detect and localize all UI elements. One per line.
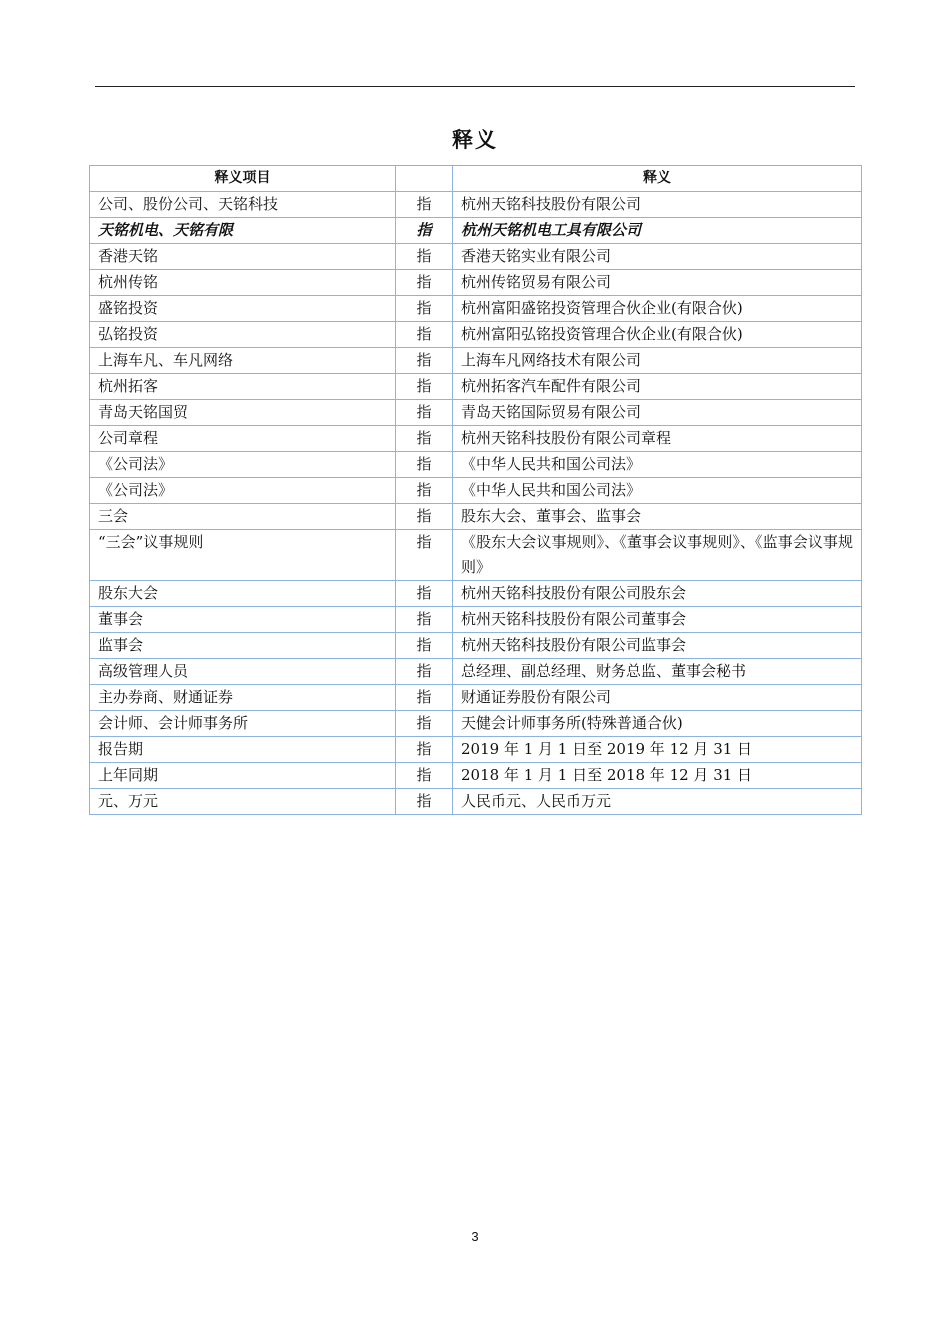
refers-cell: 指 [396, 322, 453, 348]
definition-cell: 杭州天铭科技股份有限公司章程 [453, 426, 862, 452]
term-cell: 董事会 [90, 607, 396, 633]
definition-cell: 股东大会、董事会、监事会 [453, 504, 862, 530]
page-title: 释义 [452, 128, 498, 152]
definition-cell: 2018 年 1 月 1 日至 2018 年 12 月 31 日 [453, 763, 862, 789]
term-cell: 《公司法》 [90, 478, 396, 504]
refers-cell: 指 [396, 192, 453, 218]
table-row [90, 659, 862, 685]
table-row [90, 348, 862, 374]
refers-cell: 指 [396, 400, 453, 426]
table-row [90, 633, 862, 659]
refers-cell: 指 [396, 685, 453, 711]
refers-cell: 指 [396, 218, 453, 244]
table-row [90, 192, 862, 218]
refers-cell: 指 [396, 581, 453, 607]
table-row [90, 530, 862, 581]
table-row [90, 452, 862, 478]
refers-cell: 指 [396, 348, 453, 374]
term-cell: 弘铭投资 [90, 322, 396, 348]
table-row [90, 244, 862, 270]
term-cell: 监事会 [90, 633, 396, 659]
table-row [90, 737, 862, 763]
refers-cell: 指 [396, 296, 453, 322]
refers-cell: 指 [396, 607, 453, 633]
definition-cell: 2019 年 1 月 1 日至 2019 年 12 月 31 日 [453, 737, 862, 763]
definition-cell: 青岛天铭国际贸易有限公司 [453, 400, 862, 426]
definition-cell: 财通证券股份有限公司 [453, 685, 862, 711]
header-term: 释义项目 [90, 166, 396, 192]
term-cell: 杭州拓客 [90, 374, 396, 400]
definition-cell: 杭州天铭科技股份有限公司监事会 [453, 633, 862, 659]
term-cell: 盛铭投资 [90, 296, 396, 322]
header-refers [396, 166, 453, 192]
refers-cell: 指 [396, 530, 453, 581]
term-cell: 会计师、会计师事务所 [90, 711, 396, 737]
definition-cell: 《股东大会议事规则》、《董事会议事规则》、《监事会议事规则》 [453, 530, 862, 581]
term-cell: 元、万元 [90, 789, 396, 815]
refers-cell: 指 [396, 763, 453, 789]
refers-cell: 指 [396, 270, 453, 296]
page-number: 3 [471, 1229, 479, 1244]
table-row [90, 789, 862, 815]
definition-cell: 杭州传铭贸易有限公司 [453, 270, 862, 296]
term-cell: “三会”议事规则 [90, 530, 396, 581]
table-row [90, 685, 862, 711]
table-row [90, 322, 862, 348]
term-cell: 上海车凡、车凡网络 [90, 348, 396, 374]
table-row [90, 374, 862, 400]
definition-cell: 杭州天铭机电工具有限公司 [453, 218, 862, 244]
definition-cell: 上海车凡网络技术有限公司 [453, 348, 862, 374]
refers-cell: 指 [396, 659, 453, 685]
term-cell: 杭州传铭 [90, 270, 396, 296]
table-header-row [90, 166, 862, 192]
refers-cell: 指 [396, 478, 453, 504]
table-row [90, 270, 862, 296]
term-cell: 天铭机电、天铭有限 [90, 218, 396, 244]
table-row [90, 478, 862, 504]
header-rule [95, 86, 855, 87]
term-cell: 《公司法》 [90, 452, 396, 478]
definition-cell: 《中华人民共和国公司法》 [453, 452, 862, 478]
table-row [90, 711, 862, 737]
refers-cell: 指 [396, 737, 453, 763]
table-row [90, 296, 862, 322]
refers-cell: 指 [396, 789, 453, 815]
definition-cell: 天健会计师事务所(特殊普通合伙) [453, 711, 862, 737]
definition-cell: 总经理、副总经理、财务总监、董事会秘书 [453, 659, 862, 685]
definition-cell: 杭州富阳弘铭投资管理合伙企业(有限合伙) [453, 322, 862, 348]
term-cell: 香港天铭 [90, 244, 396, 270]
definition-cell: 杭州天铭科技股份有限公司股东会 [453, 581, 862, 607]
table-row [90, 763, 862, 789]
table-row [90, 581, 862, 607]
refers-cell: 指 [396, 633, 453, 659]
definition-cell: 杭州天铭科技股份有限公司董事会 [453, 607, 862, 633]
term-cell: 高级管理人员 [90, 659, 396, 685]
refers-cell: 指 [396, 426, 453, 452]
definition-cell: 杭州富阳盛铭投资管理合伙企业(有限合伙) [453, 296, 862, 322]
term-cell: 公司、股份公司、天铭科技 [90, 192, 396, 218]
term-cell: 公司章程 [90, 426, 396, 452]
refers-cell: 指 [396, 711, 453, 737]
term-cell: 上年同期 [90, 763, 396, 789]
glossary-body [90, 192, 862, 815]
term-cell: 青岛天铭国贸 [90, 400, 396, 426]
table-row [90, 504, 862, 530]
table-row [90, 426, 862, 452]
definition-cell: 人民币元、人民币万元 [453, 789, 862, 815]
refers-cell: 指 [396, 244, 453, 270]
refers-cell: 指 [396, 374, 453, 400]
header-definition: 释义 [453, 166, 862, 192]
refers-cell: 指 [396, 504, 453, 530]
term-cell: 三会 [90, 504, 396, 530]
definition-cell: 杭州拓客汽车配件有限公司 [453, 374, 862, 400]
definition-cell: 《中华人民共和国公司法》 [453, 478, 862, 504]
glossary-table [89, 165, 862, 815]
table-row [90, 218, 862, 244]
term-cell: 报告期 [90, 737, 396, 763]
definition-cell: 香港天铭实业有限公司 [453, 244, 862, 270]
table-row [90, 400, 862, 426]
refers-cell: 指 [396, 452, 453, 478]
term-cell: 股东大会 [90, 581, 396, 607]
table-row [90, 607, 862, 633]
definition-cell: 杭州天铭科技股份有限公司 [453, 192, 862, 218]
term-cell: 主办券商、财通证券 [90, 685, 396, 711]
